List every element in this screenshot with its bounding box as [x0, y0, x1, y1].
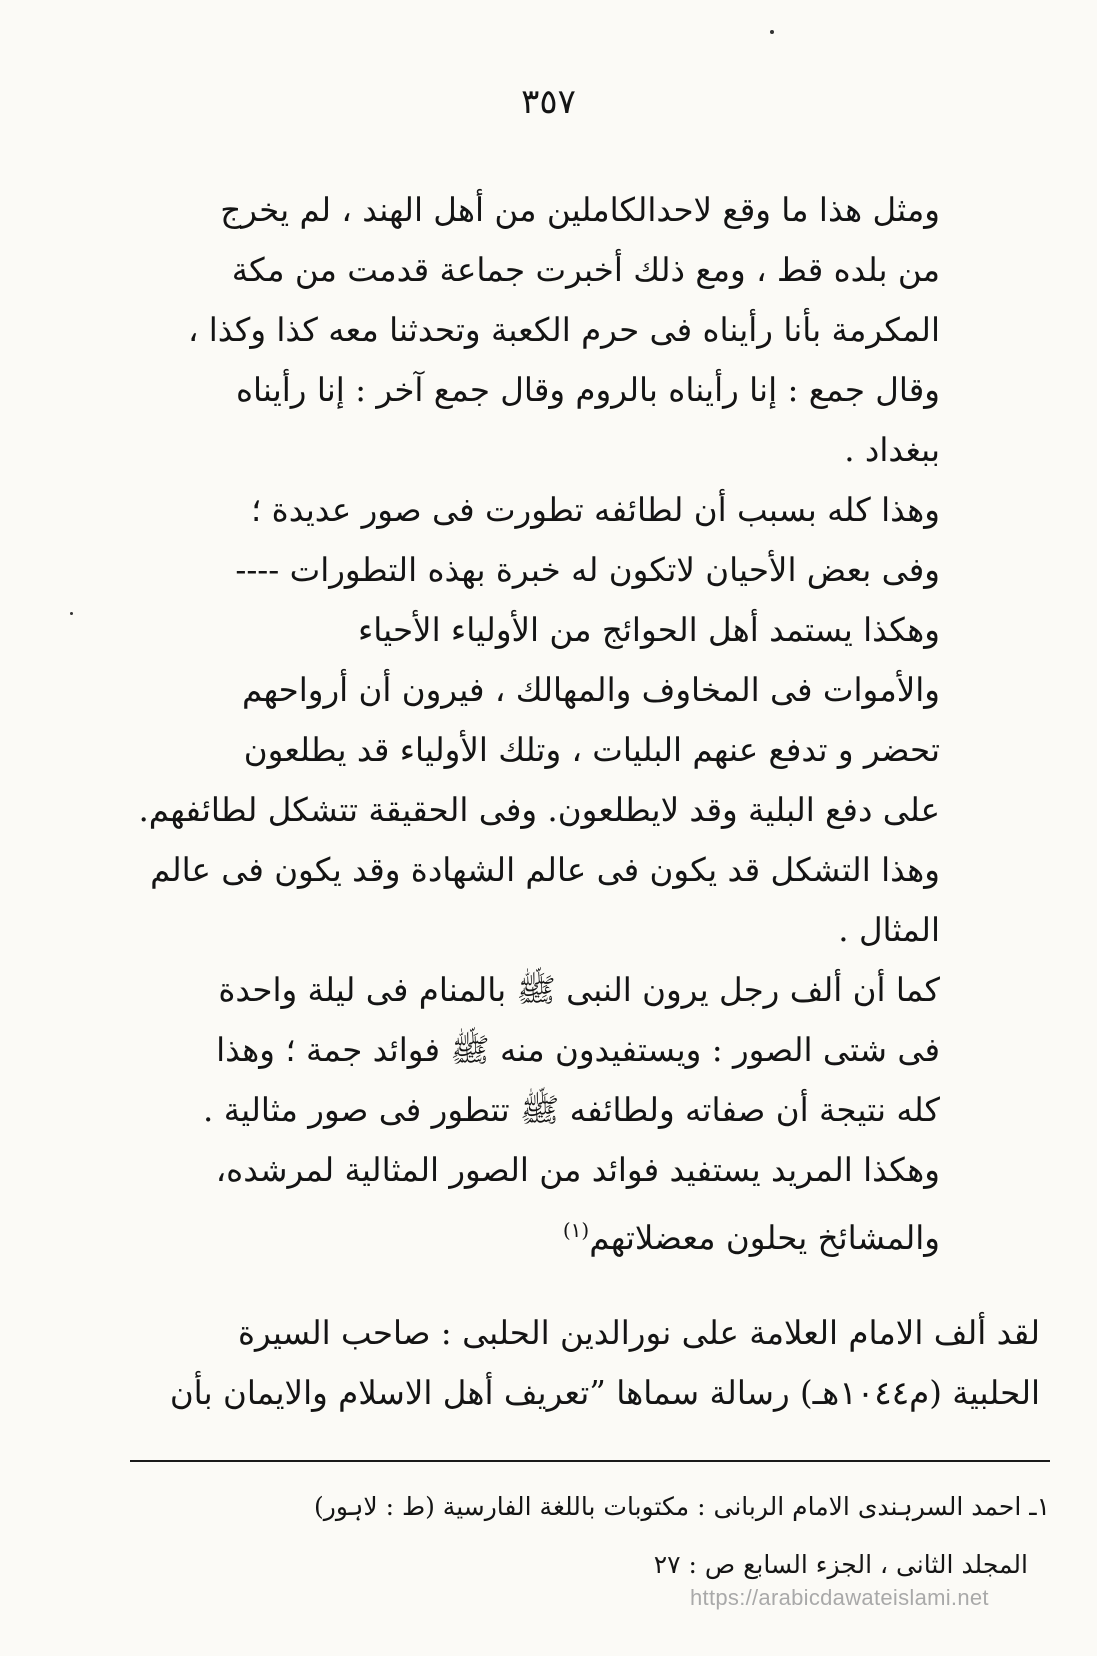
text-line: وهكذا المريد يستفيد فوائد من الصور المثالية لمرشده، — [215, 1151, 940, 1189]
text-line: وهكذا يستمد أهل الحوائج من الأولياء الأحياء — [357, 611, 940, 649]
scan-speck — [70, 612, 73, 615]
text-line: وهذا التشكل قد يكون فى عالم الشهادة وقد يكون فى عالم — [150, 851, 940, 889]
source-watermark: https://arabicdawateislami.net — [690, 1585, 989, 1610]
footnote-line: ١ـ احمد السرہندی الامام الربانی : مکتوبات باللغة الفارسية (ط : لاہور) — [314, 1492, 1050, 1521]
text-line: وقال جمع : إنا رأيناه بالروم وقال جمع آخر : إنا رأيناه — [235, 371, 940, 409]
text-line: تحضر و تدفع عنهم البليات ، وتلك الأولياء قد يطلعون — [243, 731, 940, 769]
text-line: على دفع البلية وقد لايطلعون. وفى الحقيقة تتشكل لطائفهم. — [138, 791, 940, 829]
text-line: من بلده قط ، ومع ذلك أخبرت جماعة قدمت من مكة — [231, 251, 940, 289]
scan-speck — [770, 30, 774, 34]
text-line-content: والمشائخ يحلون معضلاتهم — [589, 1218, 940, 1257]
text-line: كله نتيجة أن صفاته ولطائفه ﷺ تتطور فى صور مثالية . — [203, 1091, 940, 1129]
wide-text-block — [140, 1303, 1040, 1423]
footnote-marker: (١) — [562, 1218, 590, 1242]
text-line: كما أن ألف رجل يرون النبى ﷺ بالمنام فى ليلة واحدة — [218, 971, 940, 1009]
text-line-with-footnote — [230, 1200, 940, 1260]
footnote-line: المجلد الثانی ، الجزء السابع ص : ٢٧ — [653, 1550, 1028, 1579]
footnotes-block — [150, 1478, 1050, 1594]
main-text-block — [138, 180, 940, 1260]
text-line: ببغداد . — [844, 431, 940, 469]
text-line: وفى بعض الأحيان لاتكون له خبرة بهذه التطورات ---- — [235, 551, 940, 589]
page-number: ٣٥٧ — [521, 82, 576, 122]
text-line: ومثل هذا ما وقع لاحدالكاملين من أهل الهند ، لم يخرج — [220, 191, 940, 229]
text-line: المثال . — [838, 911, 940, 949]
text-line: المكرمة بأنا رأيناه فى حرم الكعبة وتحدثنا معه كذا وكذا ، — [187, 311, 940, 349]
text-line: فى شتى الصور : ويستفيدون منه ﷺ فوائد جمة ؛ وهذا — [216, 1031, 940, 1069]
footnote-divider — [130, 1460, 1050, 1462]
text-line: وهذا كله بسبب أن لطائفه تطورت فى صور عديدة ؛ — [251, 491, 940, 529]
text-line: والأموات فى المخاوف والمهالك ، فيرون أن أرواحهم — [242, 671, 940, 709]
text-line: لقد ألف الامام العلامة على نورالدين الحلبى : صاحب السيرة — [237, 1314, 1040, 1352]
text-line: الحلبية (م١٠٤٤هـ) رسالة سماها ”تعريف أهل الاسلام والايمان بأن — [169, 1374, 1040, 1412]
